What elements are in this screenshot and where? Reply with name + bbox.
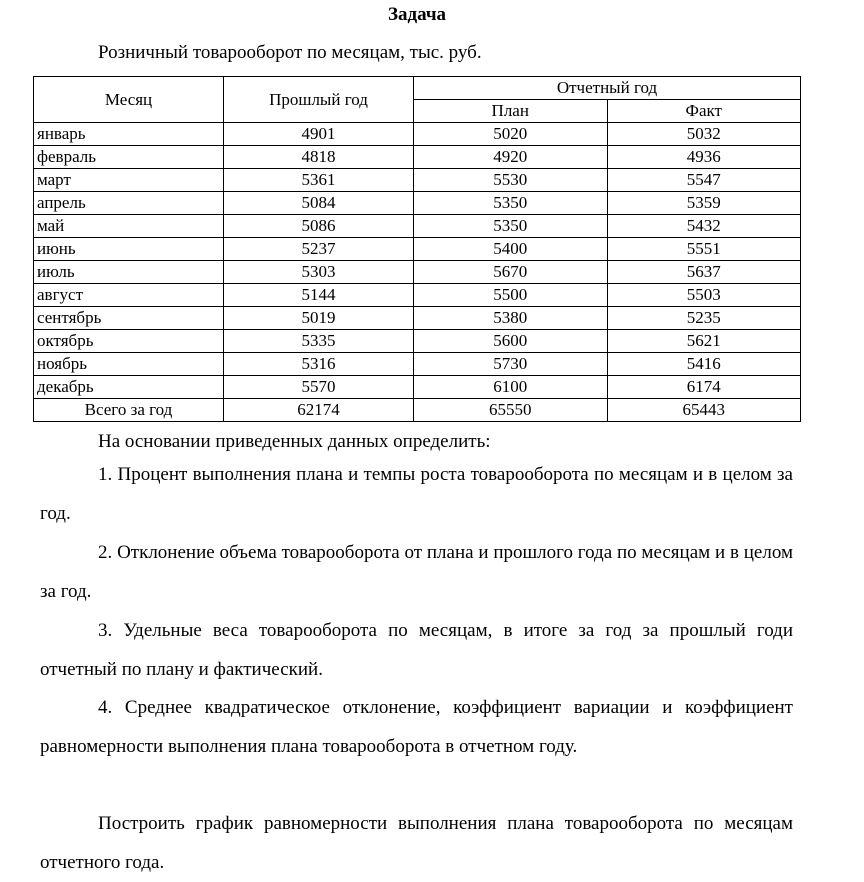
cell-month: март — [34, 169, 224, 192]
final-instruction — [40, 805, 793, 882]
task-text: 2. Отклонение объема товарооборота от плана и прошлого года по месяцам и в целом за год. — [40, 542, 793, 602]
cell-prev: 5316 — [224, 353, 414, 376]
cell-fact: 5359 — [607, 192, 801, 215]
cell-plan: 5020 — [414, 123, 608, 146]
cell-fact: 4936 — [607, 146, 801, 169]
table-caption: Розничный товарооборот по месяцам, тыс. руб. — [98, 42, 482, 63]
cell-plan: 5350 — [414, 192, 608, 215]
task-text: 4. Среднее квадратическое отклонение, коэффициент вариации и коэффициент равномерности выполнения плана товарооборота в отчетном году. — [40, 697, 793, 757]
cell-fact: 5235 — [607, 307, 801, 330]
table-row — [34, 169, 801, 192]
cell-prev: 5303 — [224, 261, 414, 284]
cell-fact: 6174 — [607, 376, 801, 399]
table-row — [34, 261, 801, 284]
header-previous-year: Прошлый год — [224, 77, 414, 123]
cell-month: август — [34, 284, 224, 307]
cell-fact: 5432 — [607, 215, 801, 238]
cell-plan: 5400 — [414, 238, 608, 261]
cell-total-prev: 62174 — [224, 399, 414, 422]
cell-total-label: Всего за год — [34, 399, 224, 422]
table-body — [34, 123, 801, 422]
cell-prev: 5335 — [224, 330, 414, 353]
cell-plan: 5600 — [414, 330, 608, 353]
cell-fact: 5503 — [607, 284, 801, 307]
cell-month: октябрь — [34, 330, 224, 353]
header-month: Месяц — [34, 77, 224, 123]
cell-plan: 5350 — [414, 215, 608, 238]
cell-prev: 5019 — [224, 307, 414, 330]
cell-total-plan: 65550 — [414, 399, 608, 422]
table-row — [34, 307, 801, 330]
cell-plan: 6100 — [414, 376, 608, 399]
header-fact: Факт — [607, 100, 801, 123]
table-row — [34, 192, 801, 215]
cell-fact: 5637 — [607, 261, 801, 284]
turnover-table — [33, 76, 801, 422]
table-row — [34, 330, 801, 353]
task-item-1 — [40, 456, 793, 533]
cell-month: апрель — [34, 192, 224, 215]
cell-prev: 5570 — [224, 376, 414, 399]
task-item-3 — [40, 612, 793, 689]
header-reporting-year: Отчетный год — [414, 77, 801, 100]
table-row — [34, 284, 801, 307]
cell-prev: 5361 — [224, 169, 414, 192]
table-row — [34, 146, 801, 169]
cell-month: ноябрь — [34, 353, 224, 376]
cell-prev: 5237 — [224, 238, 414, 261]
cell-prev: 4901 — [224, 123, 414, 146]
table-row — [34, 353, 801, 376]
cell-prev: 5084 — [224, 192, 414, 215]
cell-month: декабрь — [34, 376, 224, 399]
cell-plan: 5380 — [414, 307, 608, 330]
cell-fact: 5032 — [607, 123, 801, 146]
cell-month: июнь — [34, 238, 224, 261]
final-text: Построить график равномерности выполнения плана товарооборота по месяцам отчетного года. — [40, 813, 793, 873]
table-row — [34, 238, 801, 261]
table-row — [34, 215, 801, 238]
cell-plan: 5500 — [414, 284, 608, 307]
cell-prev: 4818 — [224, 146, 414, 169]
cell-month: май — [34, 215, 224, 238]
cell-month: январь — [34, 123, 224, 146]
task-item-2 — [40, 534, 793, 611]
cell-total-fact: 65443 — [607, 399, 801, 422]
task-text: 1. Процент выполнения плана и темпы роста товарооборота по месяцам и в целом за год. — [40, 464, 793, 524]
cell-month: июль — [34, 261, 224, 284]
task-text: 3. Удельные веса товарооборота по месяцам, в итоге за год за прошлый годи отчетный по плану и фактический. — [40, 620, 793, 680]
header-plan: План — [414, 100, 608, 123]
cell-prev: 5144 — [224, 284, 414, 307]
intro-text: На основании приведенных данных определить: — [98, 431, 491, 452]
cell-plan: 5670 — [414, 261, 608, 284]
cell-fact: 5551 — [607, 238, 801, 261]
table-total-row — [34, 399, 801, 422]
cell-plan: 5730 — [414, 353, 608, 376]
table-row — [34, 376, 801, 399]
cell-fact: 5621 — [607, 330, 801, 353]
task-title: Задача — [387, 4, 447, 25]
cell-month: сентябрь — [34, 307, 224, 330]
cell-fact: 5547 — [607, 169, 801, 192]
cell-prev: 5086 — [224, 215, 414, 238]
task-item-4 — [40, 689, 793, 766]
cell-month: февраль — [34, 146, 224, 169]
cell-plan: 4920 — [414, 146, 608, 169]
table-row — [34, 123, 801, 146]
cell-fact: 5416 — [607, 353, 801, 376]
cell-plan: 5530 — [414, 169, 608, 192]
